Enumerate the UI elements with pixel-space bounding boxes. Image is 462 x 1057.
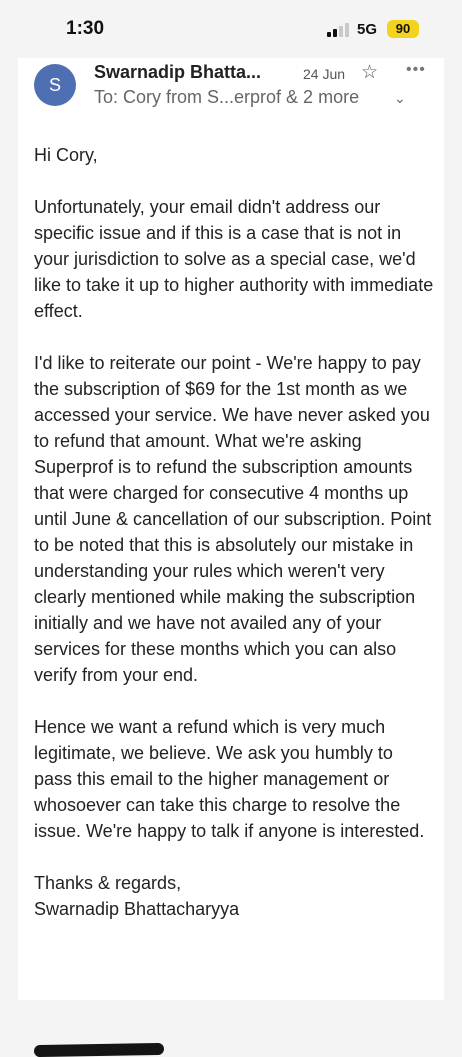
email-paragraph: Hence we want a refund which is very much legitimate, we believe. We ask you humbly to pass this email to the higher management or whosoever can take this charge to resolve the issue. We're happy to talk if anyone is interested. bbox=[34, 717, 425, 841]
more-options-icon[interactable]: ••• bbox=[406, 61, 426, 78]
star-icon[interactable]: ☆ bbox=[361, 62, 379, 83]
chevron-down-icon[interactable]: ⌄ bbox=[394, 90, 406, 106]
sender-avatar[interactable]: S bbox=[34, 64, 76, 106]
status-bar bbox=[0, 0, 462, 60]
email-paragraph: I'd like to reiterate our point - We're happy to pay the subscription of $69 for the 1st month as we accessed your service. We have never asked you to refund that amount. What we're asking Superprof is to refund the subscription amounts that were charged for consecutive 4 months up until June & cancellation of our subscription. Point to be noted that this is absolutely our mistake in understanding your rules which weren't very clearly mentioned while making the subscription initially and we have not availed any of your services for these months which you can also verify from your end. bbox=[34, 353, 432, 685]
email-body bbox=[34, 142, 434, 922]
email-date: 24 Jun bbox=[303, 66, 346, 82]
battery-level: 90 bbox=[387, 20, 419, 38]
cellular-signal-icon bbox=[327, 23, 351, 37]
sender-name[interactable]: Swarnadip Bhatta... bbox=[94, 62, 262, 82]
recipients-line[interactable]: To: Cory from S...erprof & 2 more bbox=[94, 87, 360, 107]
status-time: 1:30 bbox=[66, 18, 105, 39]
email-signoff: Thanks & regards, bbox=[34, 873, 182, 893]
email-signature: Swarnadip Bhattacharyya bbox=[34, 899, 240, 919]
email-greeting: Hi Cory, bbox=[34, 145, 98, 165]
redaction-mark bbox=[34, 1043, 164, 1057]
network-type: 5G bbox=[357, 21, 378, 38]
email-paragraph: Unfortunately, your email didn't address our specific issue and if this is a case that is not in your jurisdiction to solve as a special case, we'd like to take it up to higher authority with immediate effect. bbox=[34, 197, 434, 321]
email-message bbox=[18, 58, 444, 1000]
